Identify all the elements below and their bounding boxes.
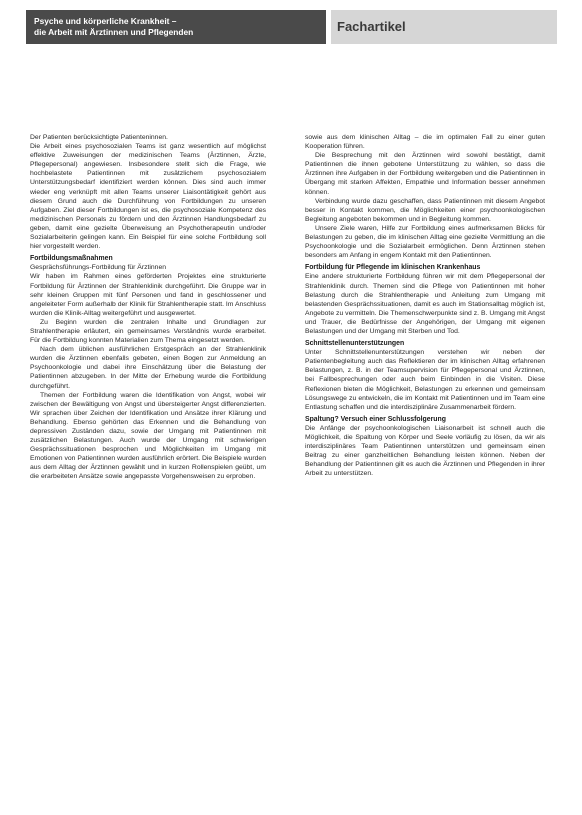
running-title-line-2: die Arbeit mit Ärztinnen und Pflegenden [34, 27, 194, 37]
left-column [30, 133, 266, 808]
paragraph: Themen der Fortbildung waren die Identifikation von Angst, wobei wir zwischen der Bewältigung von Angst und übersteigerter Angst differenzierten. Wir sprachen über Zeichen der Identifikation und Ansätze ihrer Klärung und Behandlung. Ebenso gehörten das Erkennen und die Behandlung von depressiven Zuständen dazu, sowie der Umgang mit Patientinnen mit zusätzlichen Belastungen. Auch wurde der Umgang mit schwierigen Gesprächssituationen besprochen und Möglichkeiten im Umgang mit Emotionen von Patientinnen wurden ausführlich erörtert. Die Beispiele wurden aus dem Alltag der Ärztinnen gewählt und in kurzen Rollenspielen geübt, um die erarbeiteten Ansätze sowie angepasste Vorgehensweisen zu erproben. [30, 391, 266, 481]
running-title-box [26, 10, 326, 44]
section-heading: Spaltung? Versuch einer Schlussfolgerung [305, 415, 446, 423]
right-column [305, 133, 545, 808]
section-label-box [331, 10, 557, 44]
running-title-line-1: Psyche und körperliche Krankheit – [34, 16, 177, 26]
paragraph: Zu Beginn wurden die zentralen Inhalte und Grundlagen zur Strahlentherapie erläutert, ein gemeinsames Verständnis wurde erarbeitet. Für die Fortbildung konnten Materialien zum Thema eingesetzt werden. [30, 318, 266, 345]
paragraph: Die Besprechung mit den Ärztinnen wird sowohl bestätigt, damit Patientinnen die ihnen gebotene Unterstützung zu wählen, so dass die Ärztinnen ihre Aufgaben in der Fortbildung weitergeben und die Patientinnen in Übergang mit starken Affekten, Empathie und Information besser annehmen können. [305, 152, 545, 196]
page-header [0, 0, 582, 44]
paragraph: Unter Schnittstellenunterstützungen verstehen wir neben der Patientenbegleitung auch das Reflektieren der im klinischen Alltag erfahrenen Belastungen, z. B. in der Teamsupervision für Pflegepersonal und Ärztinnen, bei Fallbesprechungen oder auch beim Einbinden in die Visiten. Diese Reflexionen bieten die Möglichkeit, Belastungen zu erkennen und gemeinsam Lösungswege zu entwickeln, die im Kontakt mit Patientinnen und im Team eine Entlastung schaffen und die interdisziplinäre Zusammenarbeit fördern. [305, 349, 545, 411]
paragraph: Wir haben im Rahmen eines geförderten Projektes eine strukturierte Fortbildung für Ärztinnen der Strahlenklinik durchgeführt. Die Gruppe war in sehr kleinen Gruppen mit fünf Personen und fand in geschlossener und angeleiteter Form außerhalb der Klinik für Strahlentherapie statt. Im Anschluss wurden die Klinik-Alltag weitergeführt und ausgewertet. [30, 273, 266, 317]
paragraph: Die Arbeit eines psychosozialen Teams ist ganz wesentlich auf möglichst effektive Zuweisungen der medizinischen Teams (Ärztinnen, Ärzte, Pflegepersonal) angewiesen. Insbesondere stellt sich die Frage, wie hochbelastete Patientinnen mit zusätzlichem psychosozialem Unterstützungsbedarf identifiziert werden können. Dies sind auch immer wieder eng verknüpft mit allen Teams unserer Liaisontätigkeit gehört aus diesem Grund auch die Durchführung von Fortbildungen zu unseren Aufgaben. Ziel dieser Fortbildungen ist es, die psychosoziale Kompetenz des medizinischen Personals zu fördern und den Ärztinnen Handlungsbedarf zu geben, damit eine gezielte Überweisung an Psychotherapeutin und/oder Sozialarbeiterin gelingen kann. Ein Beispiel für eine solche Fortbildung soll hier vorgestellt werden. [30, 143, 266, 251]
paragraph: Verbindung wurde dazu geschaffen, dass Patientinnen mit diesem Angebot besser in Kontakt kommen, die Möglichkeiten einer psychoonkologischen Begleitung angeboten bekommen und in Begleitung kommen. [305, 197, 545, 223]
paragraph: Eine andere strukturierte Fortbildung führen wir mit dem Pflegepersonal der Strahlenklinik durch. Themen sind die Pflege von Patientinnen mit hoher Belastung durch die Strahlentherapie und Anleitung zum Umgang mit belastenden Gesprächssituationen, damit es auch im Stationsalltag möglich ist, Angebote zu vermitteln. Die Themenschwerpunkte sind z. B. Umgang mit Angst und Trauer, die Bedürfnisse der Angehörigen, der Umgang mit eigenen Belastungen und der Umgang mit Sterben und Tod. [305, 273, 545, 335]
section-heading: Schnittstellenunterstützungen [305, 340, 405, 348]
section-label: Fachartikel [337, 19, 406, 34]
paragraph: Unsere Ziele waren, Hilfe zur Fortbildung eines aufmerksamen Blicks für Belastungen zu geben, die im klinischen Alltag eine gezielte Vermittlung an die Psychoonkologie und die Sozialarbeit ermöglichen. Denn Ärztinnen stehen besonders am Anfang in engem Kontakt mit den Patientinnen. [305, 224, 545, 260]
paragraph: sowie aus dem klinischen Alltag – die im optimalen Fall zu einer guten Kooperation führen. [305, 134, 545, 151]
section-heading: Fortbildungsmaßnahmen [30, 255, 113, 263]
paragraph: Die Anfänge der psychoonkologischen Liaisonarbeit ist schnell auch die Möglichkeit, die Spaltung von Körper und Seele vorläufig zu lösen, da wir als interdisziplinäres Team Patientinnen unterstützen und gemeinsam einen Beitrag zu einer ganzheitlichen Behandlung leisten können. Neben der Behandlung der Patientinnen gilt es auch die Ärztinnen und Pflegenden in ihrer Arbeit zu unterstützen. [305, 424, 545, 478]
section-heading: Fortbildung für Pflegende im klinischen Krankenhaus [305, 264, 481, 272]
paragraph: Nach dem üblichen ausführlichen Erstgespräch an der Strahlenklinik wurden die Ärztinnen ebenfalls gebeten, einen Bogen zur Anmeldung an Psychoonkologie und dabei ihre Einschätzung über die Belastung der Patientinnen abzugeben. In der Mitte der Erhebung wurde die Fortbildung durchgeführt. [30, 346, 266, 390]
paragraph: Gesprächsführungs-Fortbildung für Ärztinnen [30, 264, 167, 272]
paragraph: Der Patienten berücksichtigte Patienteninnen. [30, 134, 168, 141]
